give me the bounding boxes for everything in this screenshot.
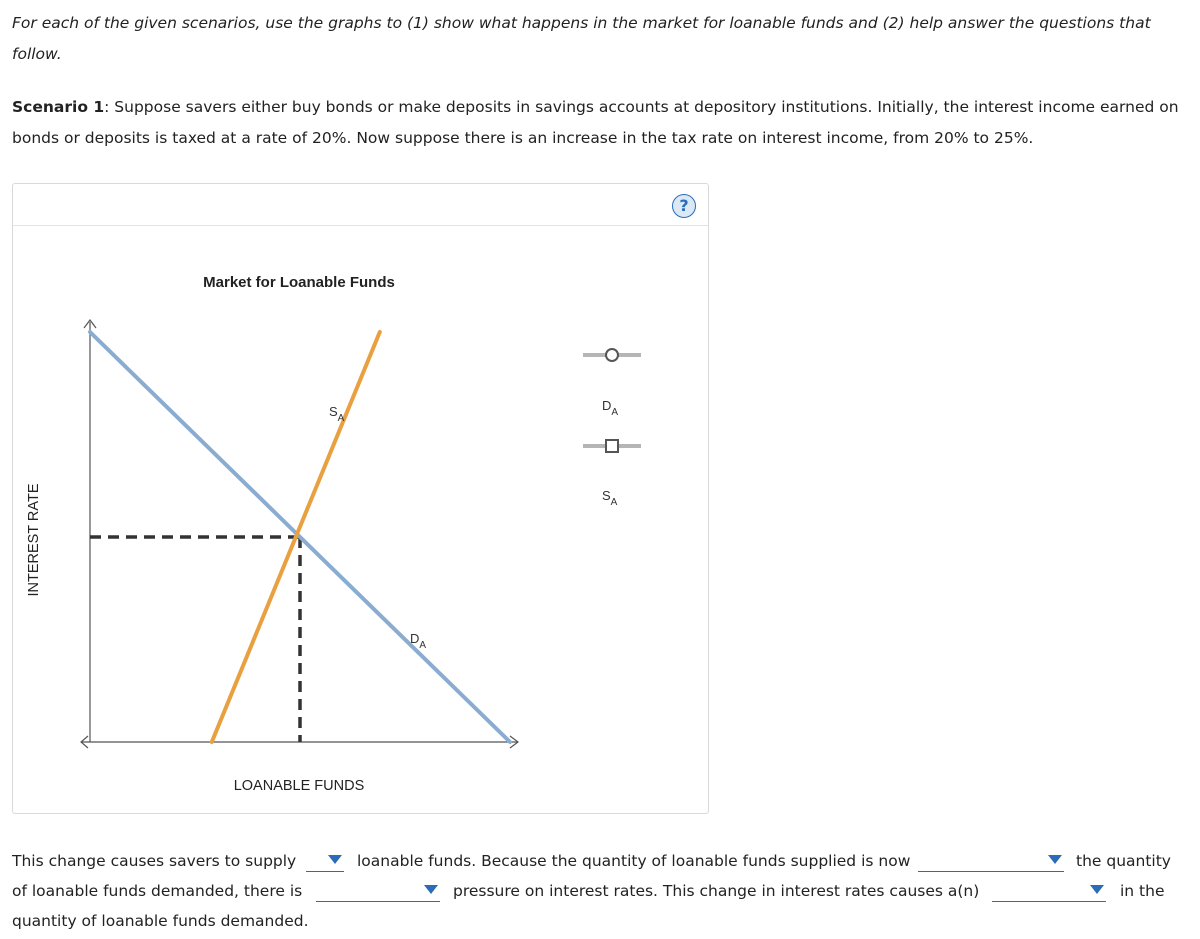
square-marker-icon	[606, 440, 618, 452]
chevron-down-icon	[328, 855, 342, 864]
circle-marker-icon	[606, 349, 618, 361]
question-text-5: pressure on interest rates. This change in interest rates causes a(n)	[453, 882, 980, 900]
chevron-down-icon	[1048, 855, 1062, 864]
chevron-down-icon	[424, 885, 438, 894]
chevron-down-icon	[1090, 885, 1104, 894]
supply-vs-demand-dropdown[interactable]	[918, 849, 1064, 872]
question-text-6: in the	[1120, 882, 1165, 900]
pressure-direction-dropdown[interactable]	[316, 879, 440, 902]
demand-tool-label: $D_A$	[602, 398, 619, 418]
question-text-1: This change causes savers to supply	[12, 852, 297, 870]
instructions-text: For each of the given scenarios, use the graphs to (1) show what happens in the market for loanable funds and (2) help answer the questions that follow.	[12, 14, 1151, 63]
supply-tool-label: $S_A$	[602, 488, 618, 508]
chart-title: Market for Loanable Funds	[203, 274, 395, 291]
question-text-3: the quantity	[1076, 852, 1171, 870]
question-text-7: quantity of loanable funds demanded.	[12, 912, 309, 930]
help-icon[interactable]: ?	[672, 194, 696, 218]
y-axis-label: INTEREST RATE	[26, 483, 42, 597]
supply-tool[interactable]	[583, 440, 641, 508]
question-text-4: of loanable funds demanded, there is	[12, 882, 303, 900]
supply-change-dropdown[interactable]	[306, 849, 344, 872]
scenario-label: Scenario 1	[12, 98, 105, 116]
question-text-2: loanable funds. Because the quantity of loanable funds supplied is now	[357, 852, 911, 870]
demand-curve-label: $D_A$	[410, 631, 427, 651]
supply-curve-label: $S_A$	[329, 404, 345, 424]
demand-change-dropdown[interactable]	[992, 879, 1106, 902]
demand-tool[interactable]	[583, 349, 641, 418]
x-axis-label: LOANABLE FUNDS	[233, 778, 365, 794]
scenario-body: : Suppose savers either buy bonds or make deposits in savings accounts at depository institutions. Initially, the interest income earned on bonds or deposits is taxed at a rate of 20%. Now suppose there is an increase in the tax rate on interest income, from 20% to 25%.	[12, 98, 1179, 147]
